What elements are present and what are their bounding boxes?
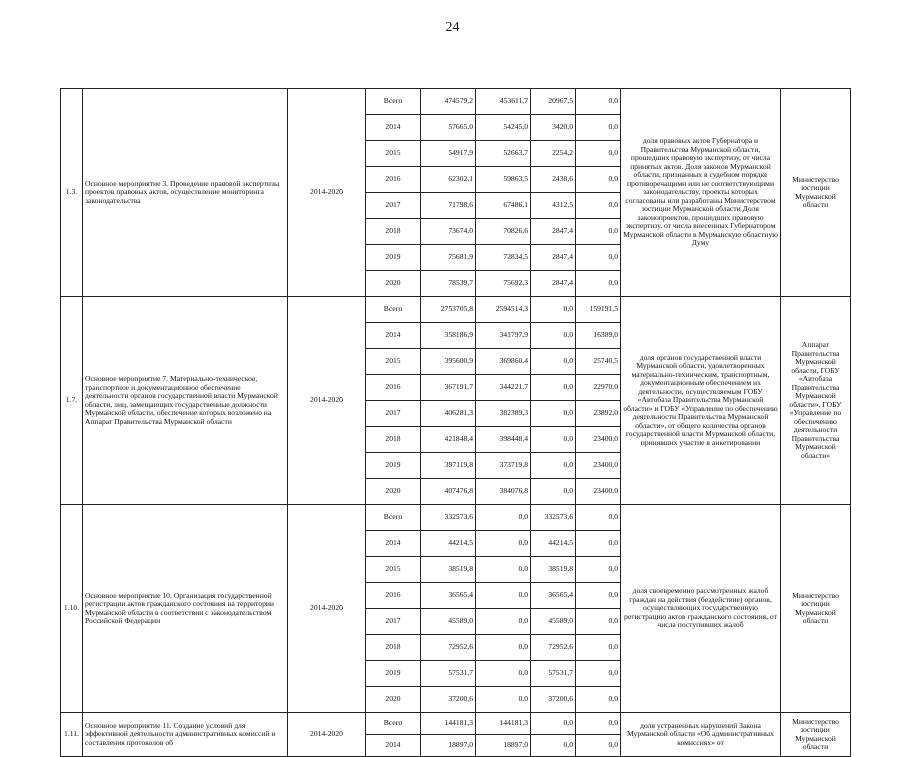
year-label-cell: 2015 [366, 349, 421, 375]
year-label-cell: Всего [366, 297, 421, 323]
regional-budget-cell: 369860,4 [476, 349, 531, 375]
section-title-cell: Основное мероприятие 7. Материально-техническое, транспортное и документационное обеспечение деятельности органов государственной власти Мурманской области, лиц, замещающих государственные должности Мурманской области, обеспечение которых возложено на Аппарат Правительства Мурманской области [83, 297, 288, 505]
year-label-cell: 2016 [366, 583, 421, 609]
program-table-body [61, 89, 851, 757]
regional-budget-cell: 144181,3 [476, 713, 531, 735]
other-sources-cell: 0,0 [576, 661, 621, 687]
other-sources-cell: 0,0 [576, 635, 621, 661]
regional-budget-cell: 70826,6 [476, 219, 531, 245]
total-amount-cell: 474579,2 [421, 89, 476, 115]
other-sources-cell: 23400,0 [576, 453, 621, 479]
year-label-cell: 2019 [366, 661, 421, 687]
other-sources-cell: 0,0 [576, 687, 621, 713]
executor-cell: Аппарат Правительства Мурманской области, ГОБУ «Автобаза Правительства Мурманской области», ГОБУ «Управление по обеспечению деятельности Правительства Мурманской области» [781, 297, 851, 505]
regional-budget-cell: 52663,7 [476, 141, 531, 167]
federal-budget-cell: 45589,0 [531, 609, 576, 635]
regional-budget-cell: 2594514,3 [476, 297, 531, 323]
indicator-cell: доля органов государственной власти Мурманской области, удовлетворенных материально-техническим, транспортным, документационным обеспечением их деятельности, осуществляемым ГОБУ «Автобаза Правительства Мурманской области» и ГОБУ «Управление по обеспечению деятельности Правительства Мурманской области», от общего количества органов государственной власти Мурманской области, принявших участие в анкетировании [621, 297, 781, 505]
total-amount-cell: 407476,8 [421, 479, 476, 505]
other-sources-cell: 0,0 [576, 735, 621, 757]
indicator-cell: доля своевременно рассмотренных жалоб граждан на действия (бездействие) органов, осуществляющих государственную регистрацию актов гражданского состояния, от числа поступивших жалоб [621, 505, 781, 713]
other-sources-cell: 0,0 [576, 219, 621, 245]
total-amount-cell: 358186,9 [421, 323, 476, 349]
year-label-cell: 2017 [366, 193, 421, 219]
regional-budget-cell: 72834,5 [476, 245, 531, 271]
federal-budget-cell: 0,0 [531, 401, 576, 427]
year-label-cell: 2015 [366, 557, 421, 583]
regional-budget-cell: 0,0 [476, 635, 531, 661]
regional-budget-cell: 59863,5 [476, 167, 531, 193]
federal-budget-cell: 57531,7 [531, 661, 576, 687]
other-sources-cell: 0,0 [576, 271, 621, 297]
total-amount-cell: 57531,7 [421, 661, 476, 687]
year-label-cell: 2014 [366, 531, 421, 557]
federal-budget-cell: 20967,5 [531, 89, 576, 115]
year-label-cell: 2017 [366, 401, 421, 427]
federal-budget-cell: 0,0 [531, 479, 576, 505]
regional-budget-cell: 0,0 [476, 661, 531, 687]
other-sources-cell: 0,0 [576, 713, 621, 735]
total-amount-cell: 71798,6 [421, 193, 476, 219]
other-sources-cell: 16389,0 [576, 323, 621, 349]
section-title-cell: Основное мероприятие 10. Организация государственной регистрации актов гражданского состояния на территории Мурманской области в соответствии с законодательством Российской Федерации [83, 505, 288, 713]
year-label-cell: 2018 [366, 635, 421, 661]
section-number-cell: 1.7. [61, 297, 83, 505]
executor-cell: Министерство юстиции Мурманской области [781, 89, 851, 297]
section-number-cell: 1.11. [61, 713, 83, 757]
section-period-cell: 2014-2020 [288, 713, 366, 757]
year-label-cell: 2018 [366, 219, 421, 245]
federal-budget-cell: 0,0 [531, 375, 576, 401]
year-label-cell: 2017 [366, 609, 421, 635]
regional-budget-cell: 453611,7 [476, 89, 531, 115]
other-sources-cell: 0,0 [576, 167, 621, 193]
indicator-cell: доля правовых актов Губернатора и Правительства Мурманской области, прошедших правовую экспертизу, от числа принятых актов. Доля законов Мурманской области, признанных в судебном порядке противоречащими или не соответствующими законодательству, проекты которых согласованы или разработаны Министерством юстиции Мурманской области Доля законопроектов, прошедших правовую экспертизу, от числа внесенных Губернатором Мурманской области в Мурманскую областную Думу [621, 89, 781, 297]
total-amount-cell: 44214,5 [421, 531, 476, 557]
federal-budget-cell: 2438,6 [531, 167, 576, 193]
other-sources-cell: 0,0 [576, 531, 621, 557]
year-label-cell: Всего [366, 89, 421, 115]
total-amount-cell: 367191,7 [421, 375, 476, 401]
regional-budget-cell: 373719,8 [476, 453, 531, 479]
total-amount-cell: 73674,0 [421, 219, 476, 245]
other-sources-cell: 23892,0 [576, 401, 621, 427]
year-label-cell: 2016 [366, 375, 421, 401]
total-amount-cell: 54917,9 [421, 141, 476, 167]
other-sources-cell: 0,0 [576, 89, 621, 115]
total-amount-cell: 397119,8 [421, 453, 476, 479]
year-label-cell: 2015 [366, 141, 421, 167]
section-period-cell: 2014-2020 [288, 505, 366, 713]
executor-cell: Министерство юстиции Мурманской области [781, 505, 851, 713]
other-sources-cell: 22970,0 [576, 375, 621, 401]
section-period-cell: 2014-2020 [288, 297, 366, 505]
total-amount-cell: 406281,3 [421, 401, 476, 427]
other-sources-cell: 0,0 [576, 609, 621, 635]
federal-budget-cell: 37200,6 [531, 687, 576, 713]
table-row [61, 505, 851, 531]
federal-budget-cell: 0,0 [531, 349, 576, 375]
regional-budget-cell: 18897,0 [476, 735, 531, 757]
year-label-cell: 2016 [366, 167, 421, 193]
regional-budget-cell: 384076,8 [476, 479, 531, 505]
federal-budget-cell: 0,0 [531, 735, 576, 757]
federal-budget-cell: 0,0 [531, 297, 576, 323]
federal-budget-cell: 2847,4 [531, 271, 576, 297]
total-amount-cell: 72952,6 [421, 635, 476, 661]
regional-budget-cell: 67486,1 [476, 193, 531, 219]
total-amount-cell: 332573,6 [421, 505, 476, 531]
regional-budget-cell: 0,0 [476, 583, 531, 609]
other-sources-cell: 0,0 [576, 557, 621, 583]
federal-budget-cell: 44214,5 [531, 531, 576, 557]
executor-cell: Министерство юстиции Мурманской области [781, 713, 851, 757]
federal-budget-cell: 332573,6 [531, 505, 576, 531]
regional-budget-cell: 0,0 [476, 557, 531, 583]
other-sources-cell: 23400,0 [576, 427, 621, 453]
federal-budget-cell: 36565,4 [531, 583, 576, 609]
other-sources-cell: 159191,5 [576, 297, 621, 323]
federal-budget-cell: 2254,2 [531, 141, 576, 167]
federal-budget-cell: 0,0 [531, 713, 576, 735]
other-sources-cell: 23400,0 [576, 479, 621, 505]
other-sources-cell: 0,0 [576, 115, 621, 141]
regional-budget-cell: 0,0 [476, 687, 531, 713]
program-table [60, 88, 851, 757]
total-amount-cell: 37200,6 [421, 687, 476, 713]
federal-budget-cell: 4312,5 [531, 193, 576, 219]
regional-budget-cell: 0,0 [476, 505, 531, 531]
page-number: 24 [445, 20, 460, 35]
year-label-cell: 2018 [366, 427, 421, 453]
year-label-cell: Всего [366, 713, 421, 735]
total-amount-cell: 36565,4 [421, 583, 476, 609]
year-label-cell: 2014 [366, 323, 421, 349]
regional-budget-cell: 0,0 [476, 609, 531, 635]
indicator-cell: доля устраненных нарушений Закона Мурманской области «Об административных комиссиях» от [621, 713, 781, 757]
other-sources-cell: 25740,5 [576, 349, 621, 375]
federal-budget-cell: 72952,6 [531, 635, 576, 661]
regional-budget-cell: 54245,0 [476, 115, 531, 141]
federal-budget-cell: 2847,4 [531, 245, 576, 271]
regional-budget-cell: 382389,3 [476, 401, 531, 427]
total-amount-cell: 45589,0 [421, 609, 476, 635]
total-amount-cell: 57665,0 [421, 115, 476, 141]
total-amount-cell: 395600,9 [421, 349, 476, 375]
total-amount-cell: 38519,8 [421, 557, 476, 583]
year-label-cell: 2019 [366, 245, 421, 271]
total-amount-cell: 421848,4 [421, 427, 476, 453]
other-sources-cell: 0,0 [576, 505, 621, 531]
federal-budget-cell: 2847,4 [531, 219, 576, 245]
year-label-cell: 2014 [366, 115, 421, 141]
section-number-cell: 1.3. [61, 89, 83, 297]
table-row [61, 713, 851, 735]
regional-budget-cell: 75692,3 [476, 271, 531, 297]
total-amount-cell: 2753705,8 [421, 297, 476, 323]
year-label-cell: Всего [366, 505, 421, 531]
federal-budget-cell: 3420,0 [531, 115, 576, 141]
other-sources-cell: 0,0 [576, 193, 621, 219]
other-sources-cell: 0,0 [576, 583, 621, 609]
year-label-cell: 2020 [366, 687, 421, 713]
total-amount-cell: 78539,7 [421, 271, 476, 297]
total-amount-cell: 62302,1 [421, 167, 476, 193]
section-number-cell: 1.10. [61, 505, 83, 713]
section-title-cell: Основное мероприятие 11. Создание условий для эффективной деятельности административных комиссий и составления протоколов об [83, 713, 288, 757]
federal-budget-cell: 0,0 [531, 323, 576, 349]
table-row [61, 297, 851, 323]
federal-budget-cell: 0,0 [531, 453, 576, 479]
federal-budget-cell: 0,0 [531, 427, 576, 453]
regional-budget-cell: 398448,4 [476, 427, 531, 453]
regional-budget-cell: 0,0 [476, 531, 531, 557]
program-table-container [60, 88, 850, 757]
other-sources-cell: 0,0 [576, 245, 621, 271]
year-label-cell: 2020 [366, 479, 421, 505]
year-label-cell: 2019 [366, 453, 421, 479]
section-title-cell: Основное мероприятие 3. Проведение правовой экспертизы проектов правовых актов, осуществление мониторинга законодательства [83, 89, 288, 297]
table-row [61, 89, 851, 115]
total-amount-cell: 144181,3 [421, 713, 476, 735]
section-period-cell: 2014-2020 [288, 89, 366, 297]
regional-budget-cell: 341797,9 [476, 323, 531, 349]
year-label-cell: 2014 [366, 735, 421, 757]
other-sources-cell: 0,0 [576, 141, 621, 167]
total-amount-cell: 18897,0 [421, 735, 476, 757]
year-label-cell: 2020 [366, 271, 421, 297]
federal-budget-cell: 38519,8 [531, 557, 576, 583]
regional-budget-cell: 344221,7 [476, 375, 531, 401]
total-amount-cell: 75681,9 [421, 245, 476, 271]
